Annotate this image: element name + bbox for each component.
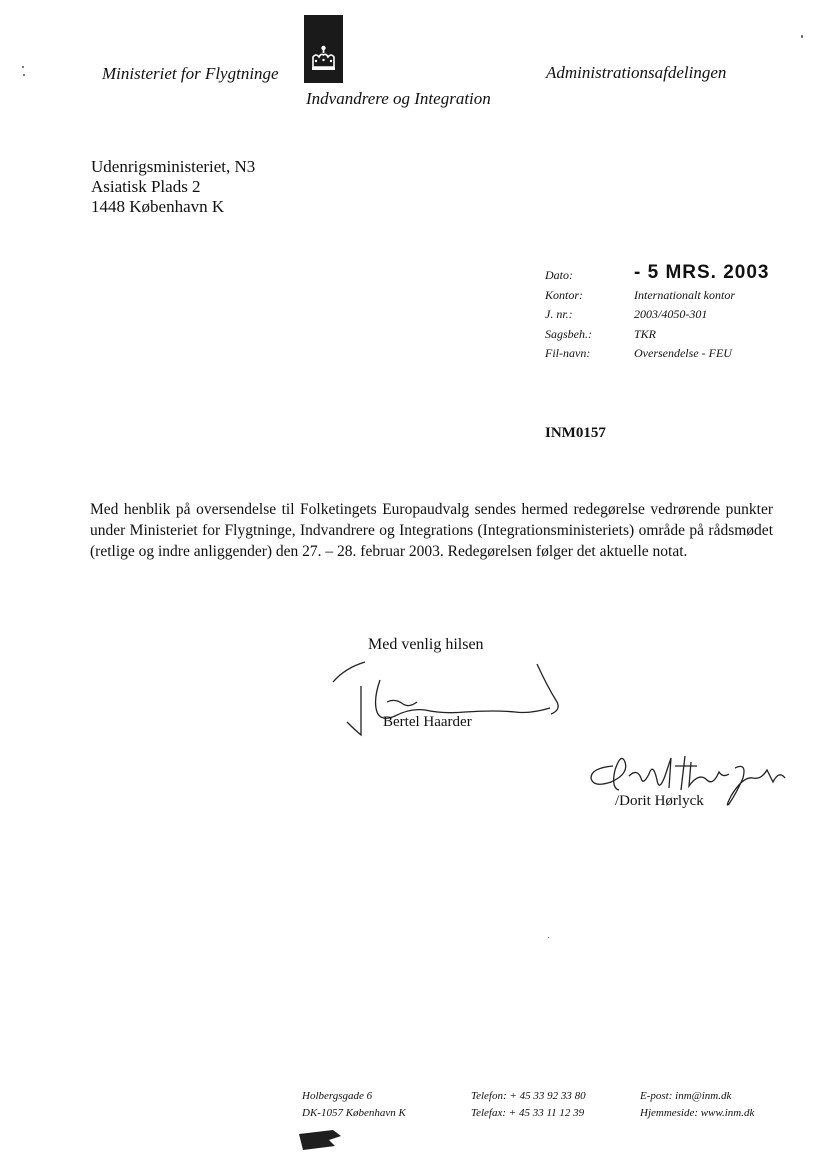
- closing-greeting: Med venlig hilsen: [368, 636, 484, 653]
- footer-address: [302, 1088, 406, 1122]
- scan-smudge: [299, 1128, 341, 1150]
- reference-number: INM0157: [545, 425, 606, 441]
- meta-row-filename: [545, 344, 770, 364]
- department-name: Administrationsafdelingen: [546, 63, 727, 82]
- meta-value: Internationalt kontor: [634, 287, 735, 302]
- meta-value: 2003/4050-301: [634, 307, 708, 322]
- recipient-line-2: Asiatisk Plads 2: [91, 177, 201, 196]
- meta-value: TKR: [634, 326, 657, 341]
- footer-postal: DK-1057 København K: [302, 1107, 406, 1119]
- footer-contact: [640, 1088, 754, 1122]
- footer-website: Hjemmeside: www.inm.dk: [640, 1107, 755, 1119]
- footer-phone-fax: [471, 1088, 586, 1122]
- date-stamp: - 5 MRS. 2003: [634, 261, 770, 283]
- scan-speck: [23, 74, 25, 76]
- meta-label: Dato:: [545, 268, 573, 283]
- meta-label: Fil-navn:: [545, 346, 591, 361]
- meta-row-office: [545, 286, 770, 306]
- ministry-name: Ministeriet for Flygtninge: [102, 64, 279, 83]
- meta-row-date: [545, 261, 770, 286]
- letter-metadata: [545, 261, 770, 364]
- recipient-line-1: Udenrigsministeriet, N3: [91, 157, 256, 176]
- footer-phone: Telefon: + 45 33 92 33 80: [471, 1090, 586, 1102]
- meta-value: Oversendelse - FEU: [634, 346, 732, 361]
- scan-speck: [801, 35, 803, 38]
- meta-label: Kontor:: [545, 287, 584, 302]
- letter-body: Med henblik på oversendelse til Folketingets Europaudvalg sendes hermed redegørelse vedrørende punkter under Ministeriet for Flygtninge, Indvandrere og Integrations (Integrationsministeriets) område på rådsmødet (retlige og indre anliggender) den 27. – 28. februar 2003. Redegørelsen følger det aktuelle notat.: [90, 501, 773, 560]
- footer-email: E-post: inm@inm.dk: [640, 1090, 732, 1102]
- signatory-2-name: /Dorit Hørlyck: [615, 793, 704, 809]
- scan-speck: [22, 66, 24, 68]
- recipient-line-3: 1448 København K: [91, 197, 225, 216]
- meta-row-caseworker: [545, 325, 770, 345]
- footer-street: Holbergsgade 6: [302, 1090, 373, 1102]
- scan-speck: [548, 937, 549, 938]
- footer-fax: Telefax: + 45 33 11 12 39: [471, 1107, 585, 1119]
- ministry-subtitle: Indvandrere og Integration: [306, 89, 491, 108]
- recipient-address: [91, 157, 255, 217]
- royal-crown-logo: [304, 15, 343, 83]
- signatory-1-name: Bertel Haarder: [383, 714, 472, 730]
- meta-row-journal: [545, 305, 770, 325]
- meta-label: J. nr.:: [545, 307, 573, 322]
- meta-label: Sagsbeh.:: [545, 326, 592, 341]
